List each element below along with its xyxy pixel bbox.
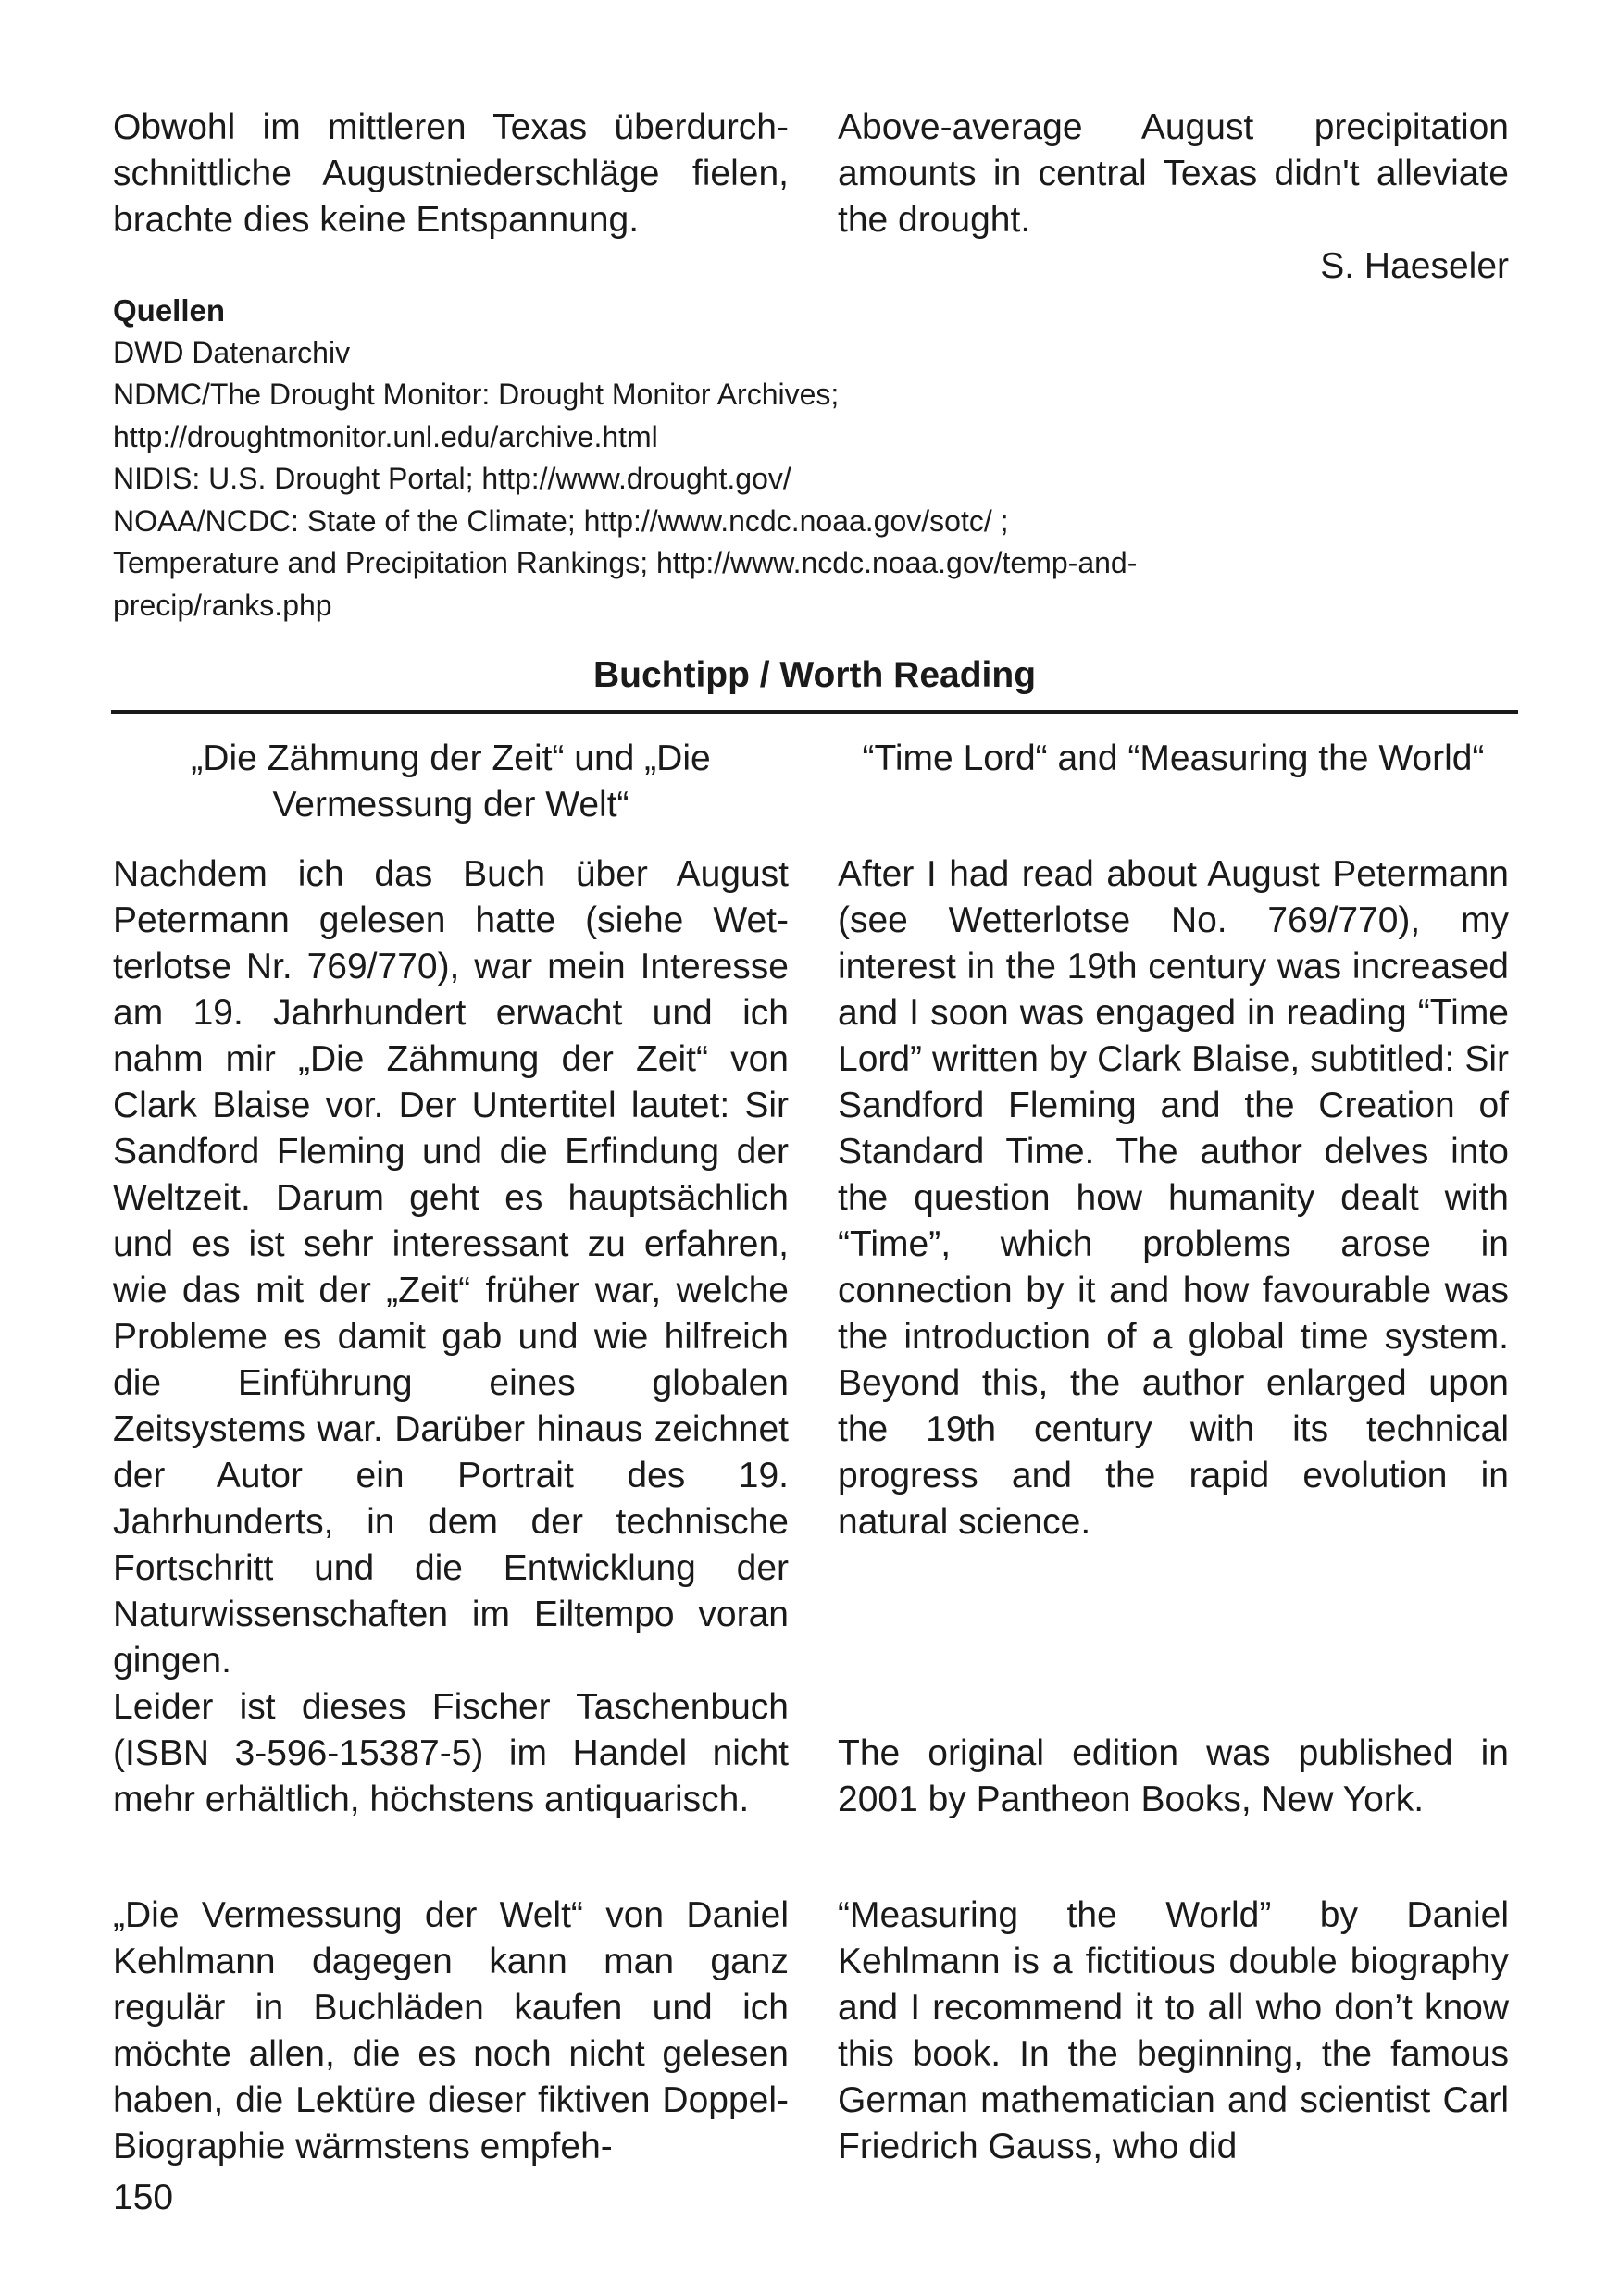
source-line: NDMC/The Drought Monitor: Drought Monitor Archives;: [113, 378, 840, 411]
review-paragraph-3-de: „Die Vermessung der Welt“ von Daniel Kehlmann dagegen kann man ganz regulär in Buchläden kaufen und ich möchte allen, die es noch nicht gelesen haben, die Lektüre dieser fiktiven Doppel-Biographie wärmstens empfeh-: [113, 1895, 789, 2166]
review-paragraph-2-de: Leider ist dieses Fischer Taschenbuch (ISBN 3-596-15387-5) im Handel nicht mehr erhältlich, höchstens antiquarisch.: [113, 1687, 789, 1819]
review-paragraph-2-en: The original edition was published in 2001 by Pantheon Books, New York.: [838, 1733, 1509, 1819]
section-heading: Buchtipp / Worth Reading: [592, 655, 1037, 695]
review-paragraph-1-en: After I had read about August Petermann (see Wetterlotse No. 769/770), my interest in the 19th century was increased and I soon was engaged in reading “Time Lord” written by Clark Blaise, subtitled: Sir Sandford Fleming and the Creation of Standard Time. The author delves into the question how humanity dealt with “Time”, which problems arose in connection by it and how favourable was the introduction of a global time system. Beyond this, the author enlarged upon the 19th century with its technical progress and the rapid evolution in natural science.: [838, 854, 1509, 1542]
sources-block: [113, 290, 1501, 627]
source-line: NOAA/NCDC: State of the Climate; http://www.ncdc.noaa.gov/sotc/ ;: [113, 503, 1009, 538]
intro-paragraph-de: Obwohl im mittleren Texas überdurchschnittliche Augustniederschläge fielen, brachte dies keine Entspannung.: [113, 107, 789, 240]
page-number: 150: [113, 2178, 174, 2217]
sources-heading: Quellen: [113, 293, 226, 328]
source-line: NIDIS: U.S. Drought Portal; http://www.drought.gov/: [113, 462, 791, 495]
review-paragraph-3-en: “Measuring the World” by Daniel Kehlmann is a fictitious double biography and I recommend it to all who don’t know this book. In the beginning, the famous German mathematician and scientist Carl Friedrich Gauss, who did: [838, 1895, 1509, 2166]
review-paragraph-1-de: Nachdem ich das Buch über August Petermann gelesen hatte (siehe Wetterlotse Nr. 769/770), war mein Interesse am 19. Jahrhundert erwacht und ich nahm mir „Die Zähmung der Zeit“ von Clark Blaise vor. Der Untertitel lautet: Sir Sandford Fleming und die Erfindung der Weltzeit. Darum geht es hauptsächlich und es ist sehr interessant zu erfahren, wie das mit der „Zeit“ früher war, welche Probleme es damit gab und wie hilfreich die Einführung eines globalen Zeitsystems war. Darüber hinaus zeichnet der Autor ein Portrait des 19. Jahrhunderts, in dem der technische Fortschritt und die Entwicklung der Naturwissenschaften im Eiltempo voran gingen.: [113, 854, 789, 1681]
source-line: http://droughtmonitor.unl.edu/archive.html: [113, 419, 658, 453]
intro-paragraph-en: Above-average August precipitation amounts in central Texas didn't alleviate the drought.: [838, 107, 1509, 240]
source-line: Temperature and Precipitation Rankings; http://www.ncdc.noaa.gov/temp-and-: [113, 546, 1138, 579]
source-line: precip/ranks.php: [113, 588, 332, 622]
author-signature: S. Haeseler: [1320, 246, 1509, 286]
source-line: DWD Datenarchiv: [113, 335, 351, 369]
book-title-en: “Time Lord“ and “Measuring the World“: [862, 738, 1485, 778]
section-divider: [111, 710, 1518, 714]
book-title-de: „Die Zähmung der Zeit“ und „Die Vermessung der Welt“: [191, 738, 711, 825]
